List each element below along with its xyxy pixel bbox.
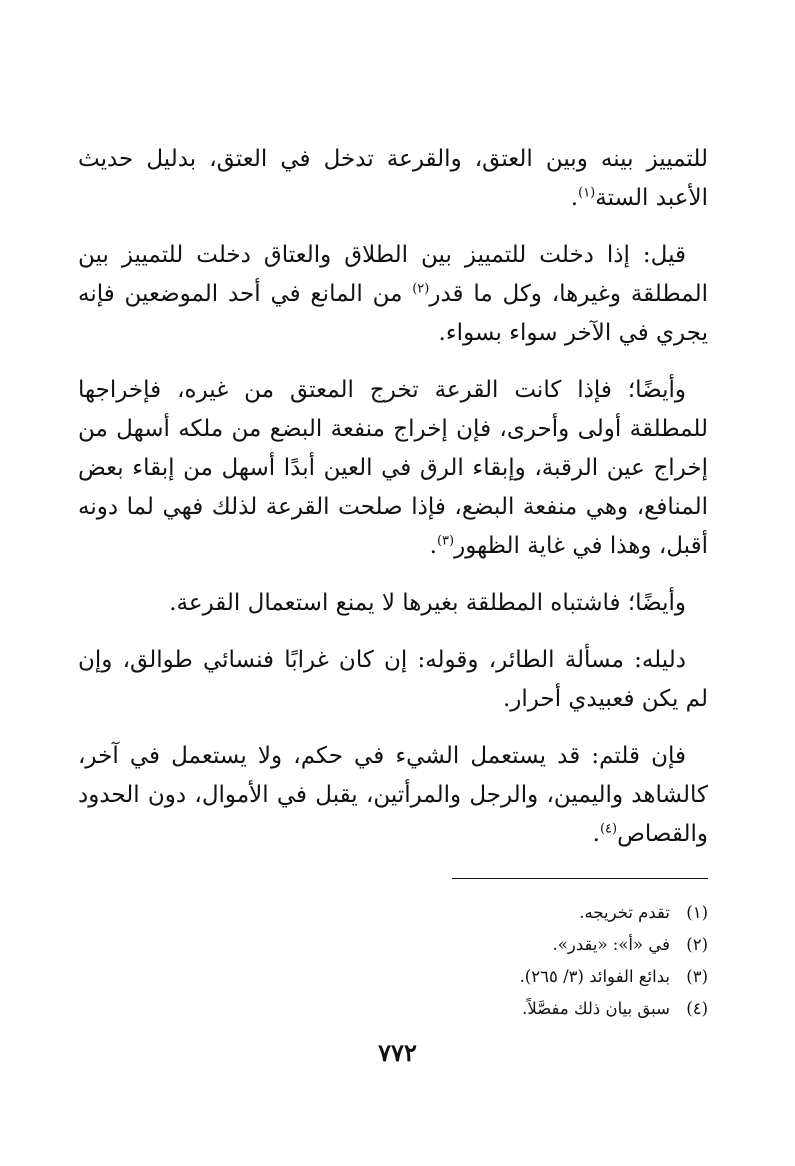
paragraph-6 bbox=[78, 737, 708, 854]
footnote-ref-4: (٤) bbox=[599, 821, 618, 837]
footnote-text: في «أ»: «يقدر». bbox=[552, 935, 670, 954]
footnote-divider bbox=[452, 878, 708, 879]
paragraph-3 bbox=[78, 371, 708, 566]
footnote-ref-2: (٢) bbox=[412, 281, 430, 297]
paragraph-2-tail: من المانع في أحد الموضعين فإنه يجري في الآخر سواء بسواء. bbox=[78, 281, 708, 346]
footnote-3 bbox=[308, 961, 708, 993]
footnote-number: (٢) bbox=[686, 935, 708, 954]
paragraph-2 bbox=[78, 236, 708, 353]
paragraph-1 bbox=[78, 140, 708, 218]
paragraph-6-tail: . bbox=[592, 821, 600, 847]
footnote-number: (٣) bbox=[686, 967, 708, 986]
footnotes bbox=[308, 897, 708, 1025]
paragraph-2-text: قيل: إذا دخلت للتمييز بين الطلاق والعتاق دخلت للتمييز بين المطلقة وغيرها، وكل ما قدر bbox=[78, 242, 708, 307]
footnote-number: (١) bbox=[686, 903, 708, 922]
footnote-text: بدائع الفوائد (٣/ ٢٦٥). bbox=[519, 967, 670, 986]
paragraph-5 bbox=[78, 641, 708, 719]
footnote-text: تقدم تخريجه. bbox=[579, 903, 670, 922]
footnote-1 bbox=[308, 897, 708, 929]
main-text bbox=[78, 140, 708, 872]
page-number: ٧٧٢ bbox=[378, 1038, 417, 1067]
footnote-number: (٤) bbox=[686, 999, 708, 1018]
paragraph-3-text: وأيضًا؛ فإذا كانت القرعة تخرج المعتق من غيره، فإخراجها للمطلقة أولى وأحرى، فإن إخراج منفعة البضع من ملكه أسهل من إخراج عين الرقبة، وإبقاء الرق في العين أبدًا أسهل من إبقاء بعض المنافع، وهي منفعة البضع، فإذا صلحت القرعة لذلك فهي لما دونه أقبل، وهذا في غاية الظهور bbox=[78, 377, 709, 559]
paragraph-5-text: دليله: مسألة الطائر، وقوله: إن كان غرابًا فنسائي طوالق، وإن لم يكن فعبيدي أحرار. bbox=[78, 647, 708, 712]
paragraph-3-tail: . bbox=[429, 533, 437, 559]
paragraph-1-tail: . bbox=[570, 185, 579, 211]
footnote-2 bbox=[308, 929, 708, 961]
footnote-4 bbox=[308, 993, 708, 1025]
paragraph-6-text: فإن قلتم: قد يستعمل الشيء في حكم، ولا يستعمل في آخر، كالشاهد واليمين، والرجل والمرأتين، يقبل في الأموال، دون الحدود والقصاص bbox=[78, 743, 708, 847]
footnote-ref-3: (٣) bbox=[436, 533, 455, 549]
footnote-ref-1: (١) bbox=[578, 185, 596, 201]
paragraph-1-text: للتمييز بينه وبين العتق، والقرعة تدخل في العتق، بدليل حديث الأعبد الستة bbox=[78, 146, 708, 211]
paragraph-4-text: وأيضًا؛ فاشتباه المطلقة بغيرها لا يمنع استعمال القرعة. bbox=[169, 590, 686, 616]
paragraph-4 bbox=[78, 584, 708, 623]
footnote-text: سبق بيان ذلك مفصَّلاً. bbox=[522, 999, 670, 1018]
